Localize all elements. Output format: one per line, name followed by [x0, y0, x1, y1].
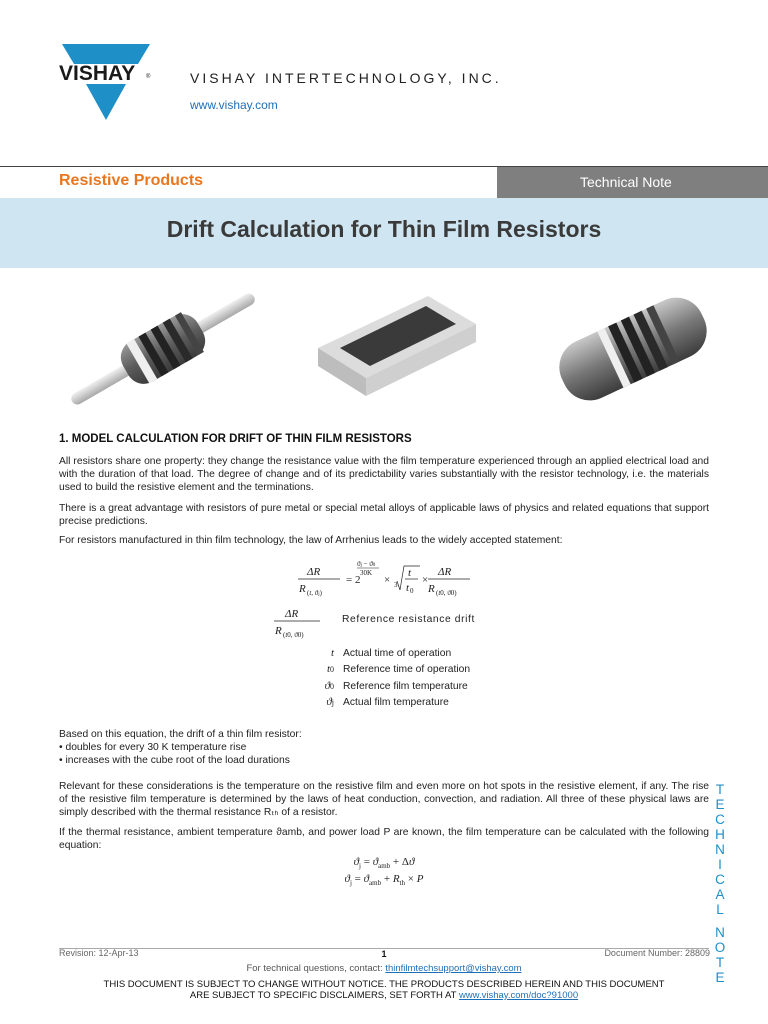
legend-theta0: Reference film temperature [343, 681, 468, 692]
website-link[interactable]: www.vishay.com [190, 98, 278, 112]
svg-text:R: R [275, 625, 282, 637]
disclaimer-line-2: ARE SUBJECT TO SPECIFIC DISCLAIMERS, SET FORTH AT www.vishay.com/doc?91000 [189, 990, 579, 1001]
paragraph: There is a great advantage with resistors of pure metal or special metal alloys of applicable laws of physics and related equations that support precise predictions. [59, 503, 709, 527]
contact-line: For technical questions, contact: thinfilmtechsupport@vishay.com [246, 963, 522, 974]
chip-resistor-image [310, 282, 482, 416]
svg-text:×: × [384, 574, 391, 586]
logo-text: VISHAY [59, 62, 136, 85]
paragraph: If the thermal resistance, ambient temperature ϑamb, and power load P are known, the film temperature can be calculated with the following equation: [59, 827, 709, 851]
film-temp-equation-1: $ϑ_j = ϑ_{amb} + \Delta ϑ$ [353, 856, 415, 871]
melf-resistor-image [550, 282, 716, 416]
svg-text:ΔR: ΔR [307, 566, 321, 578]
svg-text:= 2: = 2 [346, 574, 361, 586]
company-name: VISHAY INTERTECHNOLOGY, INC. [190, 70, 502, 86]
vishay-logo [58, 42, 154, 122]
paragraph: Relevant for these considerations is the temperature on the resistive film and even more on hot spots in the resistive element, if any. The rise of the resistive film temperature is determined by the laws of heat conduction, convection, and radiation. All three of these physical laws are simply described with the thermal resistance Rₜₕ of a resistor. [59, 781, 709, 818]
svg-text:30K: 30K [360, 569, 373, 577]
disclaimer-line-1: THIS DOCUMENT IS SUBJECT TO CHANGE WITHOUT NOTICE. THE PRODUCTS DESCRIBED HEREIN AND THIS DOCUMENT [103, 979, 665, 990]
contact-email-link[interactable]: thinfilmtechsupport@vishay.com [385, 963, 522, 974]
svg-text:×: × [422, 574, 429, 586]
svg-text:ϑj − ϑ0: ϑj − ϑ0 [357, 560, 376, 568]
note-type-label: Technical Note [580, 174, 672, 190]
svg-text:ΔR: ΔR [438, 566, 452, 578]
svg-text:(t, ϑj): (t, ϑj) [307, 589, 322, 597]
drift-equation [296, 554, 476, 602]
revision-date: Revision: 12-Apr-13 [59, 948, 139, 958]
legend-ref-drift: Reference resistance drift [342, 614, 475, 625]
section-heading: 1. MODEL CALCULATION FOR DRIFT OF THIN FILM RESISTORS [59, 433, 412, 445]
technical-note-sidebar: T E C H N I C A L N O T E [714, 782, 726, 985]
product-category: Resistive Products [59, 172, 204, 189]
logo-registered-mark: ® [146, 74, 151, 80]
svg-text:ΔR: ΔR [285, 608, 299, 620]
symbol-t: t [330, 647, 334, 659]
svg-text:0: 0 [410, 587, 414, 595]
disclaimer-link[interactable]: www.vishay.com/doc?91000 [458, 990, 579, 1001]
svg-text:R: R [428, 583, 435, 595]
document-number: Document Number: 28809 [604, 948, 710, 958]
svg-text:t: t [408, 567, 412, 579]
bullet-item: • doubles for every 30 K temperature rise [59, 742, 247, 753]
svg-text:t: t [406, 582, 410, 594]
svg-text:(t0, ϑ0): (t0, ϑ0) [283, 631, 304, 639]
legend-t: Actual time of operation [343, 648, 452, 659]
symbol-t0: t0 [326, 663, 334, 675]
symbol-theta0: ϑ0 [324, 680, 334, 692]
svg-text:3: 3 [394, 581, 398, 589]
paragraph: All resistors share one property: they change the resistance value with the film temperature experienced through an applied electrical load and with the duration of that load. The degree of change and of its predictability varies substantially with the resistor technology, i.e. the materials used to build the resistive element and the terminations. [59, 456, 709, 493]
symbol-thetaj: ϑj [326, 696, 334, 708]
bullet-item: • increases with the cube root of the load durations [59, 755, 290, 766]
paragraph: For resistors manufactured in thin film technology, the law of Arrhenius leads to the widely accepted statement: [59, 535, 563, 546]
svg-text:R: R [299, 583, 306, 595]
page-number: 1 [381, 949, 387, 959]
legend-thetaj: Actual film temperature [343, 697, 449, 708]
svg-text:(t0, ϑ0): (t0, ϑ0) [436, 589, 457, 597]
reference-drift-symbol [272, 603, 328, 643]
legend-t0: Reference time of operation [343, 664, 471, 675]
film-temp-equation-2: $ϑ_j = ϑ_{amb} + R_{th} \times P$ [344, 873, 424, 888]
document-title: Drift Calculation for Thin Film Resistors [166, 216, 602, 242]
leaded-resistor-image [58, 282, 268, 416]
drift-intro: Based on this equation, the drift of a thin film resistor: [59, 729, 302, 740]
